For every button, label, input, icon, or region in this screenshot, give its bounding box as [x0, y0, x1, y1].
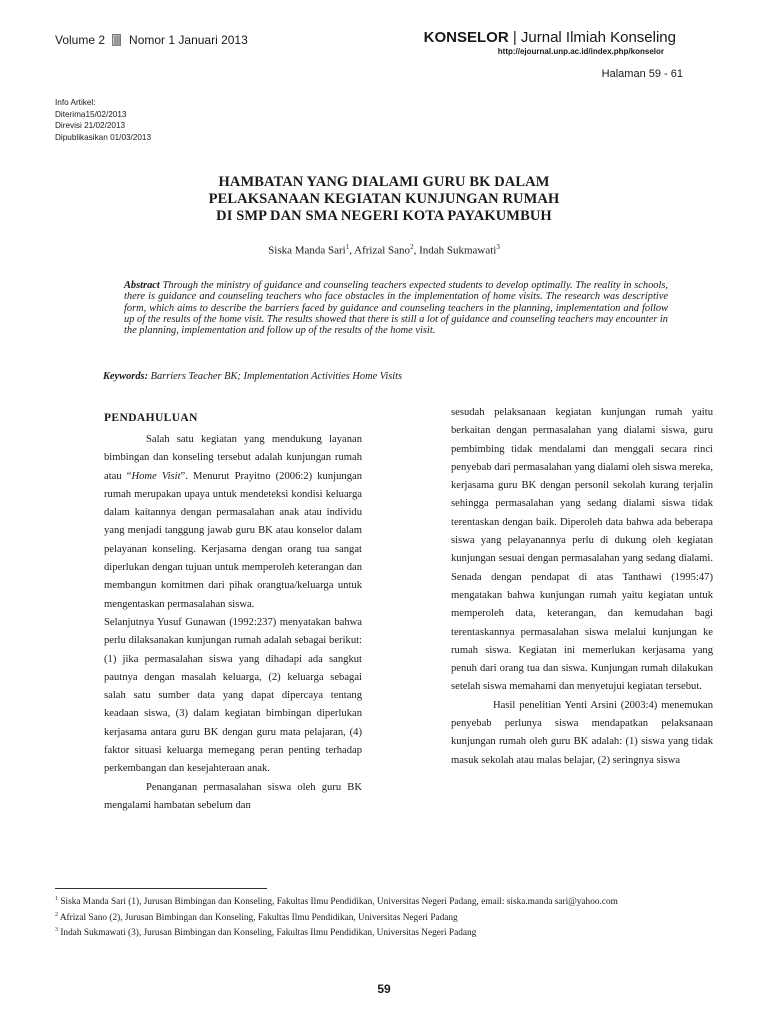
- page-number: 59: [377, 982, 391, 996]
- paragraph-text: ”. Menurut Prayitno (2006:2) kunjungan rumah merupakan upaya untuk mendeteksi kondisi keluarga dalam kaitannya dengan permasalahan anak atau individu yang menjadi tanggung jawab guru BK atau konselor dalam pelayanan konseling. Kerjasama dengan orang tua sangat diperlukan dengan tujuan untuk memperoleh keterangan dan membangun komitmen dari pihak orangtua/keluarga untuk mengentaskan permasalahan siswa.: [104, 470, 362, 610]
- journal-name: KONSELOR: [423, 29, 509, 46]
- title-line-2: PELAKSANAAN KEGIATAN KUNJUNGAN RUMAH: [208, 191, 560, 207]
- author-1: Siska Manda Sari: [268, 244, 346, 257]
- abstract-block: [124, 280, 668, 336]
- author-2: Afrizal Sano: [354, 244, 411, 257]
- journal-title: [424, 29, 676, 46]
- emphasis-text: Home Visit: [131, 470, 181, 482]
- paragraph: Hasil penelitian Yenti Arsini (2003:4) menemukan penyebab perlunya siswa mendapatkan pelaksanaan kunjungan rumah oleh guru BK adalah: (1) siswa yang tidak masuk sekolah atau malas belajar, (2) seringnya siswa: [451, 699, 713, 766]
- abstract-label: Abstract: [124, 280, 160, 291]
- keywords-block: [103, 371, 402, 382]
- footnotes: [55, 893, 695, 940]
- received-date: Diterima15/02/2013: [55, 109, 127, 119]
- book-icon: [112, 34, 122, 46]
- page-range: Halaman 59 - 61: [601, 68, 683, 80]
- revised-date: Direvisi 21/02/2013: [55, 121, 126, 130]
- title-line-1: HAMBATAN YANG DIALAMI GURU BK DALAM: [218, 174, 550, 190]
- published-date: Dipublikasikan 01/03/2013: [55, 132, 152, 142]
- article-info: [55, 97, 151, 143]
- title-line-3: DI SMP DAN SMA NEGERI KOTA PAYAKUMBUH: [216, 208, 552, 224]
- paragraph: Penanganan permasalahan siswa oleh guru BK mengalami hambatan sebelum dan: [104, 781, 362, 811]
- footnote-3: [55, 924, 695, 940]
- footnote-text: Indah Sukmawati (3), Jurusan Bimbingan dan Konseling, Fakultas Ilmu Pendidikan, Universitas Negeri Padang: [60, 928, 477, 939]
- paragraph: sesudah pelaksanaan kegiatan kunjungan rumah yaitu berkaitan dengan permasalahan yang dialami siswa, guru pembimbing tidak mendalami dan menggali secara rinci penyebab dari permasalahan yang dialami oleh siswa mereka, kerjasama guru BK dengan personil sekolah kurang terjalin sehingga permasalahan yang sedang dialami siswa tidak terentaskan dengan baik. Diperoleh data bahwa ada beberapa siswa yang pelayanannya perlu di dukung oleh kegiatan kunjungan sesuai dengan permasalahan yang sedang dialami. Senada dengan pendapat di atas Tanthawi (1995:47) mengatakan bahwa kunjungan rumah yaitu kegiatan untuk memperoleh data, keterangan, dan kemudahan bagi terentaskannya permasalahan siswa melalui kunjungan ke rumah siswa. Kegiatan ini memerlukan kerjasama yang penuh dari orang tua dan siswa. Kunjungan rumah dilakukan setelah siswa memahami dan menyetujui kegiatan tersebut.: [451, 407, 713, 693]
- footnote-mark: 2: [55, 911, 58, 918]
- footnote-2: [55, 909, 695, 925]
- footnote-text: Afrizal Sano (2), Jurusan Bimbingan dan Konseling, Fakultas Ilmu Pendidikan, Universitas Negeri Padang: [59, 912, 458, 923]
- abstract-text: Through the ministry of guidance and counseling teachers expected students to develop optimally. The reality in schools, there is guidance and counseling teachers who face obstacles in the implementation of home visits. The research was descriptive form, which aims to describe the barriers faced by guidance and counseling teachers in the planning, implementation and follow up of the results of the home visit. The results showed that there is still a lot of guidance and counseling teachers may encounter in the planning, implementation and follow up of the results of the home visit.: [124, 280, 669, 337]
- footnote-1: [55, 893, 695, 909]
- author-1-mark: 1: [345, 243, 350, 251]
- author-3: Indah Sukmawati: [419, 244, 497, 257]
- body-column-left: [104, 431, 362, 815]
- volume-label: Volume 2: [55, 33, 106, 47]
- paragraph: [104, 431, 362, 614]
- body-column-right: [451, 404, 713, 770]
- footnote-mark: 1: [55, 896, 58, 902]
- keywords-text: Barriers Teacher BK; Implementation Activities Home Visits: [150, 371, 403, 382]
- issue-label: Nomor 1 Januari 2013: [129, 33, 248, 47]
- keywords-label: Keywords:: [103, 371, 149, 382]
- section-heading: PENDAHULUAN: [104, 412, 198, 424]
- footnote-mark: 3: [55, 927, 58, 934]
- journal-separator: |: [512, 29, 521, 46]
- footnote-text: Siska Manda Sari (1), Jurusan Bimbingan dan Konseling, Fakultas Ilmu Pendidikan, Universitas Negeri Padang, email: siska.manda sari@yahoo.com: [60, 897, 618, 908]
- article-info-label: Info Artikel:: [55, 98, 96, 107]
- paragraph-text: Salah satu kegiatan yang mendukung layanan bimbingan dan konseling tersebut adalah kunjungan rumah atau “: [104, 434, 362, 482]
- header-issue: [55, 33, 248, 47]
- paragraph: Selanjutnya Yusuf Gunawan (1992:237) menyatakan bahwa perlu dilaksanakan kunjungan rumah adalah sebagai berikut: (1) jika permasalahan siswa yang dihadapi ada sangkut pautnya dengan masalah keluarga, (2) keluarga sebagai salah satu sumber data yang dapat dipercaya tentang keadaan siswa, (3) dalam kegiatan bimbingan diperlukan kerjasama antara guru BK dengan guru mata pelajaran, (4) faktor situasi keluarga memegang peran penting terhadap perkembangan dan kesejahteraan anak.: [104, 616, 362, 775]
- author-2-mark: 2: [410, 243, 414, 251]
- author-list: Siska Manda Sari$^1$, Afrizal Sano$^2$, Indah Sukmawati$^3$: [268, 243, 500, 257]
- footnote-divider: [55, 888, 267, 889]
- journal-subtitle: Jurnal Ilmiah Konseling: [520, 29, 676, 46]
- article-title: [0, 174, 768, 225]
- journal-url[interactable]: http://ejournal.unp.ac.id/index.php/konselor: [497, 47, 664, 56]
- author-3-mark: 3: [496, 243, 500, 251]
